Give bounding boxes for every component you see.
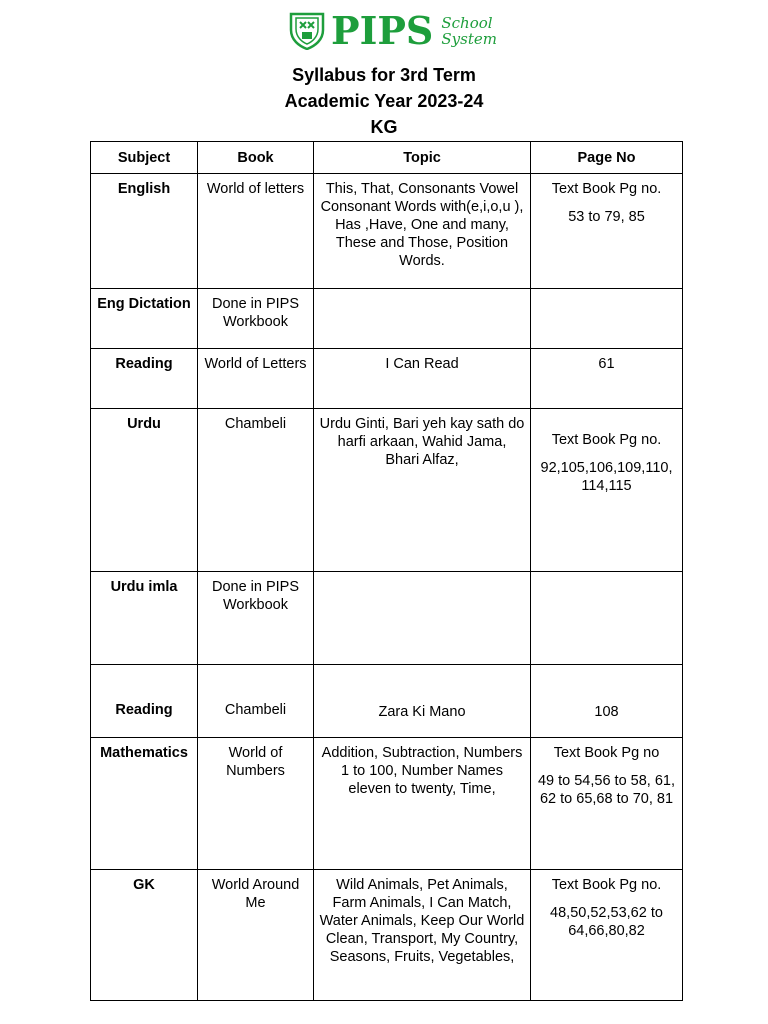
topic-cell: I Can Read	[314, 349, 531, 409]
book-cell: World Around Me	[198, 870, 314, 1001]
book-cell: Done in PIPS Workbook	[198, 289, 314, 349]
table-row	[91, 289, 683, 349]
document-title: Syllabus for 3rd Term	[292, 65, 476, 85]
book-cell: World of Numbers	[198, 738, 314, 870]
logo-tagline	[441, 15, 497, 47]
book-cell: Chambeli	[198, 665, 314, 738]
subject-cell: English	[91, 174, 198, 289]
shield-crest-icon	[289, 12, 325, 50]
topic-cell: Urdu Ginti, Bari yeh kay sath do harfi arkaan, Wahid Jama, Bhari Alfaz,	[314, 409, 531, 572]
table-row	[91, 409, 683, 572]
subject-cell: Urdu	[91, 409, 198, 572]
column-header-topic: Topic	[314, 142, 531, 174]
page-numbers: 48,50,52,53,62 to 64,66,80,82	[550, 905, 663, 939]
book-cell: Done in PIPS Workbook	[198, 572, 314, 665]
page-cell: 61	[531, 349, 683, 409]
table-row	[91, 349, 683, 409]
page-label: Text Book Pg no.	[551, 877, 662, 893]
page-label: Text Book Pg no.	[551, 432, 662, 448]
page-label: Text Book Pg no	[553, 745, 660, 761]
topic-cell	[314, 289, 531, 349]
topic-cell: Zara Ki Mano	[314, 665, 531, 738]
page-numbers: 49 to 54,56 to 58, 61, 62 to 65,68 to 70, 81	[537, 773, 676, 807]
book-cell: Chambeli	[198, 409, 314, 572]
page-cell	[531, 870, 683, 1001]
topic-cell: This, That, Consonants Vowel Consonant Words with(e,i,o,u ), Has ,Have, One and many, These and Those, Position Words.	[314, 174, 531, 289]
table-row	[91, 870, 683, 1001]
subject-cell: Eng Dictation	[91, 289, 198, 349]
academic-year: Academic Year 2023-24	[284, 91, 484, 111]
table-header-row	[91, 142, 683, 174]
page-cell	[531, 409, 683, 572]
subject-cell: Reading	[91, 349, 198, 409]
table-row	[91, 665, 683, 738]
topic-cell: Wild Animals, Pet Animals, Farm Animals, I Can Match, Water Animals, Keep Our World Clean, Transport, My Country, Seasons, Fruits, Vegetables,	[314, 870, 531, 1001]
book-cell: World of letters	[198, 174, 314, 289]
page-cell	[531, 289, 683, 349]
column-header-subject: Subject	[91, 142, 198, 174]
subject-cell: Mathematics	[91, 738, 198, 870]
page-label: Text Book Pg no.	[551, 181, 662, 197]
page-cell	[531, 738, 683, 870]
logo-wordmark: PIPS	[331, 8, 434, 53]
column-header-page-no: Page No	[531, 142, 683, 174]
class-name: KG	[370, 117, 398, 137]
subject-cell: GK	[91, 870, 198, 1001]
page-cell	[531, 572, 683, 665]
topic-cell	[314, 572, 531, 665]
logo-tagline-line1: School	[441, 14, 493, 32]
subject-cell: Urdu imla	[91, 572, 198, 665]
page-numbers: 53 to 79, 85	[568, 209, 645, 225]
book-cell: World of Letters	[198, 349, 314, 409]
page-numbers: 92,105,106,109,110, 114,115	[540, 460, 673, 494]
table-row	[91, 174, 683, 289]
table-row	[91, 572, 683, 665]
syllabus-table	[90, 141, 683, 1001]
page-cell	[531, 174, 683, 289]
subject-cell: Reading	[91, 665, 198, 738]
column-header-book: Book	[198, 142, 314, 174]
logo-tagline-line2: System	[441, 30, 497, 48]
school-logo	[289, 10, 497, 52]
table-row	[91, 738, 683, 870]
topic-cell: Addition, Subtraction, Numbers 1 to 100, Number Names eleven to twenty, Time,	[314, 738, 531, 870]
page-cell: 108	[531, 665, 683, 738]
